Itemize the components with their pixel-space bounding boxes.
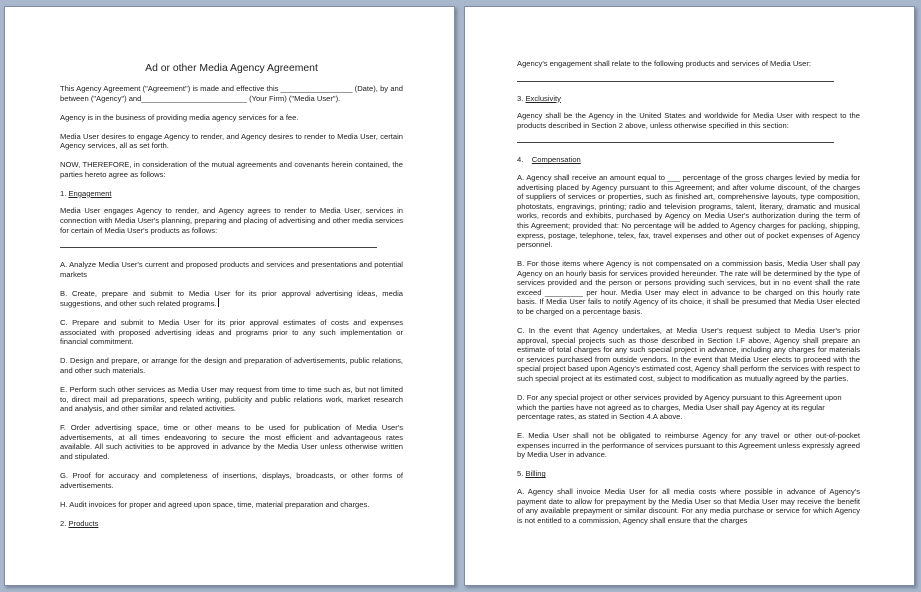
engagement-paragraph: Media User engages Agency to render, and Agency agrees to render to Media User, services in connection with Media User's planning, preparing and placing of advertising and other media services for certain of Media User's products as follows: bbox=[60, 206, 403, 235]
products-paragraph: Agency's engagement shall relate to the following products and services of Media User: bbox=[517, 59, 811, 68]
section-number: 5. bbox=[517, 469, 524, 479]
section-heading-engagement bbox=[60, 189, 403, 199]
section-title: Products bbox=[68, 518, 99, 528]
section-number: 3. bbox=[517, 93, 524, 103]
section-heading-products bbox=[60, 519, 403, 529]
list-item: F. Order advertising space, time or other means to be used for publication of Media User's advertisements, at all times endeavoring to secure the most efficient and advantageous rates available. All such activities to be approved in advance by the Media User unless otherwise written and stipulated. bbox=[60, 423, 403, 461]
document-page-left[interactable] bbox=[4, 6, 455, 586]
section-heading-compensation bbox=[517, 155, 860, 165]
compensation-item: D. For any special project or other services provided by Agency pursuant to this Agreement upon which the parties have not agreed as to charges, Media User shall pay Agency at its regular percentage rates, as stated in Section 4.A above. bbox=[517, 393, 842, 422]
list-item: E. Perform such other services as Media User may request from time to time such as, but not limited to, direct mail ad preparations, speech writing, publicity and public relations work, market research and analysis, and other similar and related activities. bbox=[60, 385, 403, 414]
section-heading-exclusivity bbox=[517, 94, 860, 104]
billing-paragraph: A. Agency shall invoice Media User for all media costs where possible in advance of Agency's payment date to allow for prepayment by the Media User so that Media User may receive the benefit of any available prepayment or similar discount. For any media purchase or service for which Agency is not entitled to a commission, Agency shall ensure that the charges bbox=[517, 486, 860, 525]
section-title: Exclusivity bbox=[525, 93, 561, 103]
section-title: Engagement bbox=[68, 188, 112, 198]
compensation-item: A. Agency shall receive an amount equal to ___ percentage of the gross charges levied by media for advertising placed by Agency pursuant to this Agreement; and after volume discount, of the charges of suppliers of services or properties, such as finished art, comprehensive layouts, type composition, photostats, engravings, printing; radio and television programs, talent, literary, dramatic and musical works, records and exhibits, purchased by Agency on Media User's authorization during the term of this Agreement; provided that: No percentage will be added to Agency charges for packing, shipping, express, postage, telephone, telex, fax, travel expenses and other out of pocket expenses of Agency personnel. bbox=[517, 172, 860, 250]
list-item bbox=[60, 289, 403, 309]
blank-line bbox=[60, 239, 377, 248]
business-paragraph: Agency is in the business of providing media agency services for a fee. bbox=[60, 112, 299, 122]
blank-line bbox=[517, 134, 834, 143]
section-heading-billing bbox=[517, 469, 860, 479]
compensation-item: B. For those items where Agency is not compensated on a commission basis, Media User shall pay Agency on an hourly basis for services provided hereunder. The rate will be determined by the type of services provided and the person or persons providing such services, but in no event shall the rate exceed _________ per hour. Media User may elect in advance to be charged on this hourly rate basis. If Media User fails to notify Agency of its choice, it shall be presumed that Media User elected to be charged on a percentage basis. bbox=[517, 259, 860, 317]
page-content bbox=[60, 63, 403, 536]
page-content bbox=[517, 59, 860, 535]
therefore-paragraph: NOW, THEREFORE, in consideration of the mutual agreements and covenants herein contained, the parties hereto agree as follows: bbox=[60, 160, 403, 179]
desire-paragraph: Media User desires to engage Agency to render, and Agency desires to render to Media User, certain Agency services, all as set forth. bbox=[60, 131, 403, 151]
list-item: A. Analyze Media User's current and proposed products and services and presentations and potential markets bbox=[60, 260, 403, 279]
compensation-item: E. Media User shall not be obligated to reimburse Agency for any travel or other out-of-pocket expenses incurred in the performance of services pursuant to this Agreement unless expressly agreed by Media User in advance. bbox=[517, 431, 860, 460]
exclusivity-paragraph: Agency shall be the Agency in the United States and worldwide for Media User with respect to the products described in Section 2 above, unless otherwise specified in this section: bbox=[517, 111, 860, 130]
document-title: Ad or other Media Agency Agreement bbox=[145, 63, 318, 74]
section-number: 2. bbox=[60, 518, 67, 528]
list-item: G. Proof for accuracy and completeness of insertions, displays, broadcasts, or other forms of advertisements. bbox=[60, 470, 403, 490]
section-title: Compensation bbox=[531, 155, 581, 165]
intro-paragraph: This Agency Agreement ("Agreement") is made and effective this _________________ (Date), by and between ("Agency") and_________________________ (Your Firm) ("Media User"). bbox=[60, 84, 403, 103]
blank-line bbox=[517, 73, 834, 82]
section-title: Billing bbox=[525, 469, 546, 479]
section-number: 1. bbox=[60, 188, 67, 198]
document-page-right[interactable] bbox=[464, 6, 915, 586]
list-item: D. Design and prepare, or arrange for the design and preparation of advertisements, public relations, and other such materials. bbox=[60, 356, 403, 376]
compensation-item: C. In the event that Agency undertakes, at Media User's request subject to Media User's prior approval, special projects such as those described in Section I.F above, Agency shall prepare an estimate of total charges for any such special project in advance, including any charges for materials or services purchased from outside vendors. In the event that Media User elects to proceed with the special project based upon Agency's estimated cost, Agency shall perform the services with respect to such special project at its estimated cost, subject to modification as mutually agreed by the parties. bbox=[517, 326, 860, 384]
section-number: 4. bbox=[517, 155, 524, 165]
list-item: H. Audit invoices for proper and agreed upon space, time, material preparation and charges. bbox=[60, 499, 370, 509]
list-item-text: B. Create, prepare and submit to Media User for its prior approval advertising ideas, media suggestions, and other such related programs. bbox=[60, 288, 403, 309]
text-cursor bbox=[218, 298, 219, 307]
list-item: C. Prepare and submit to Media User for its prior approval estimates of costs and expenses associated with proposed advertising ideas and programs prior to any such implementation or financial commitment. bbox=[60, 318, 403, 347]
